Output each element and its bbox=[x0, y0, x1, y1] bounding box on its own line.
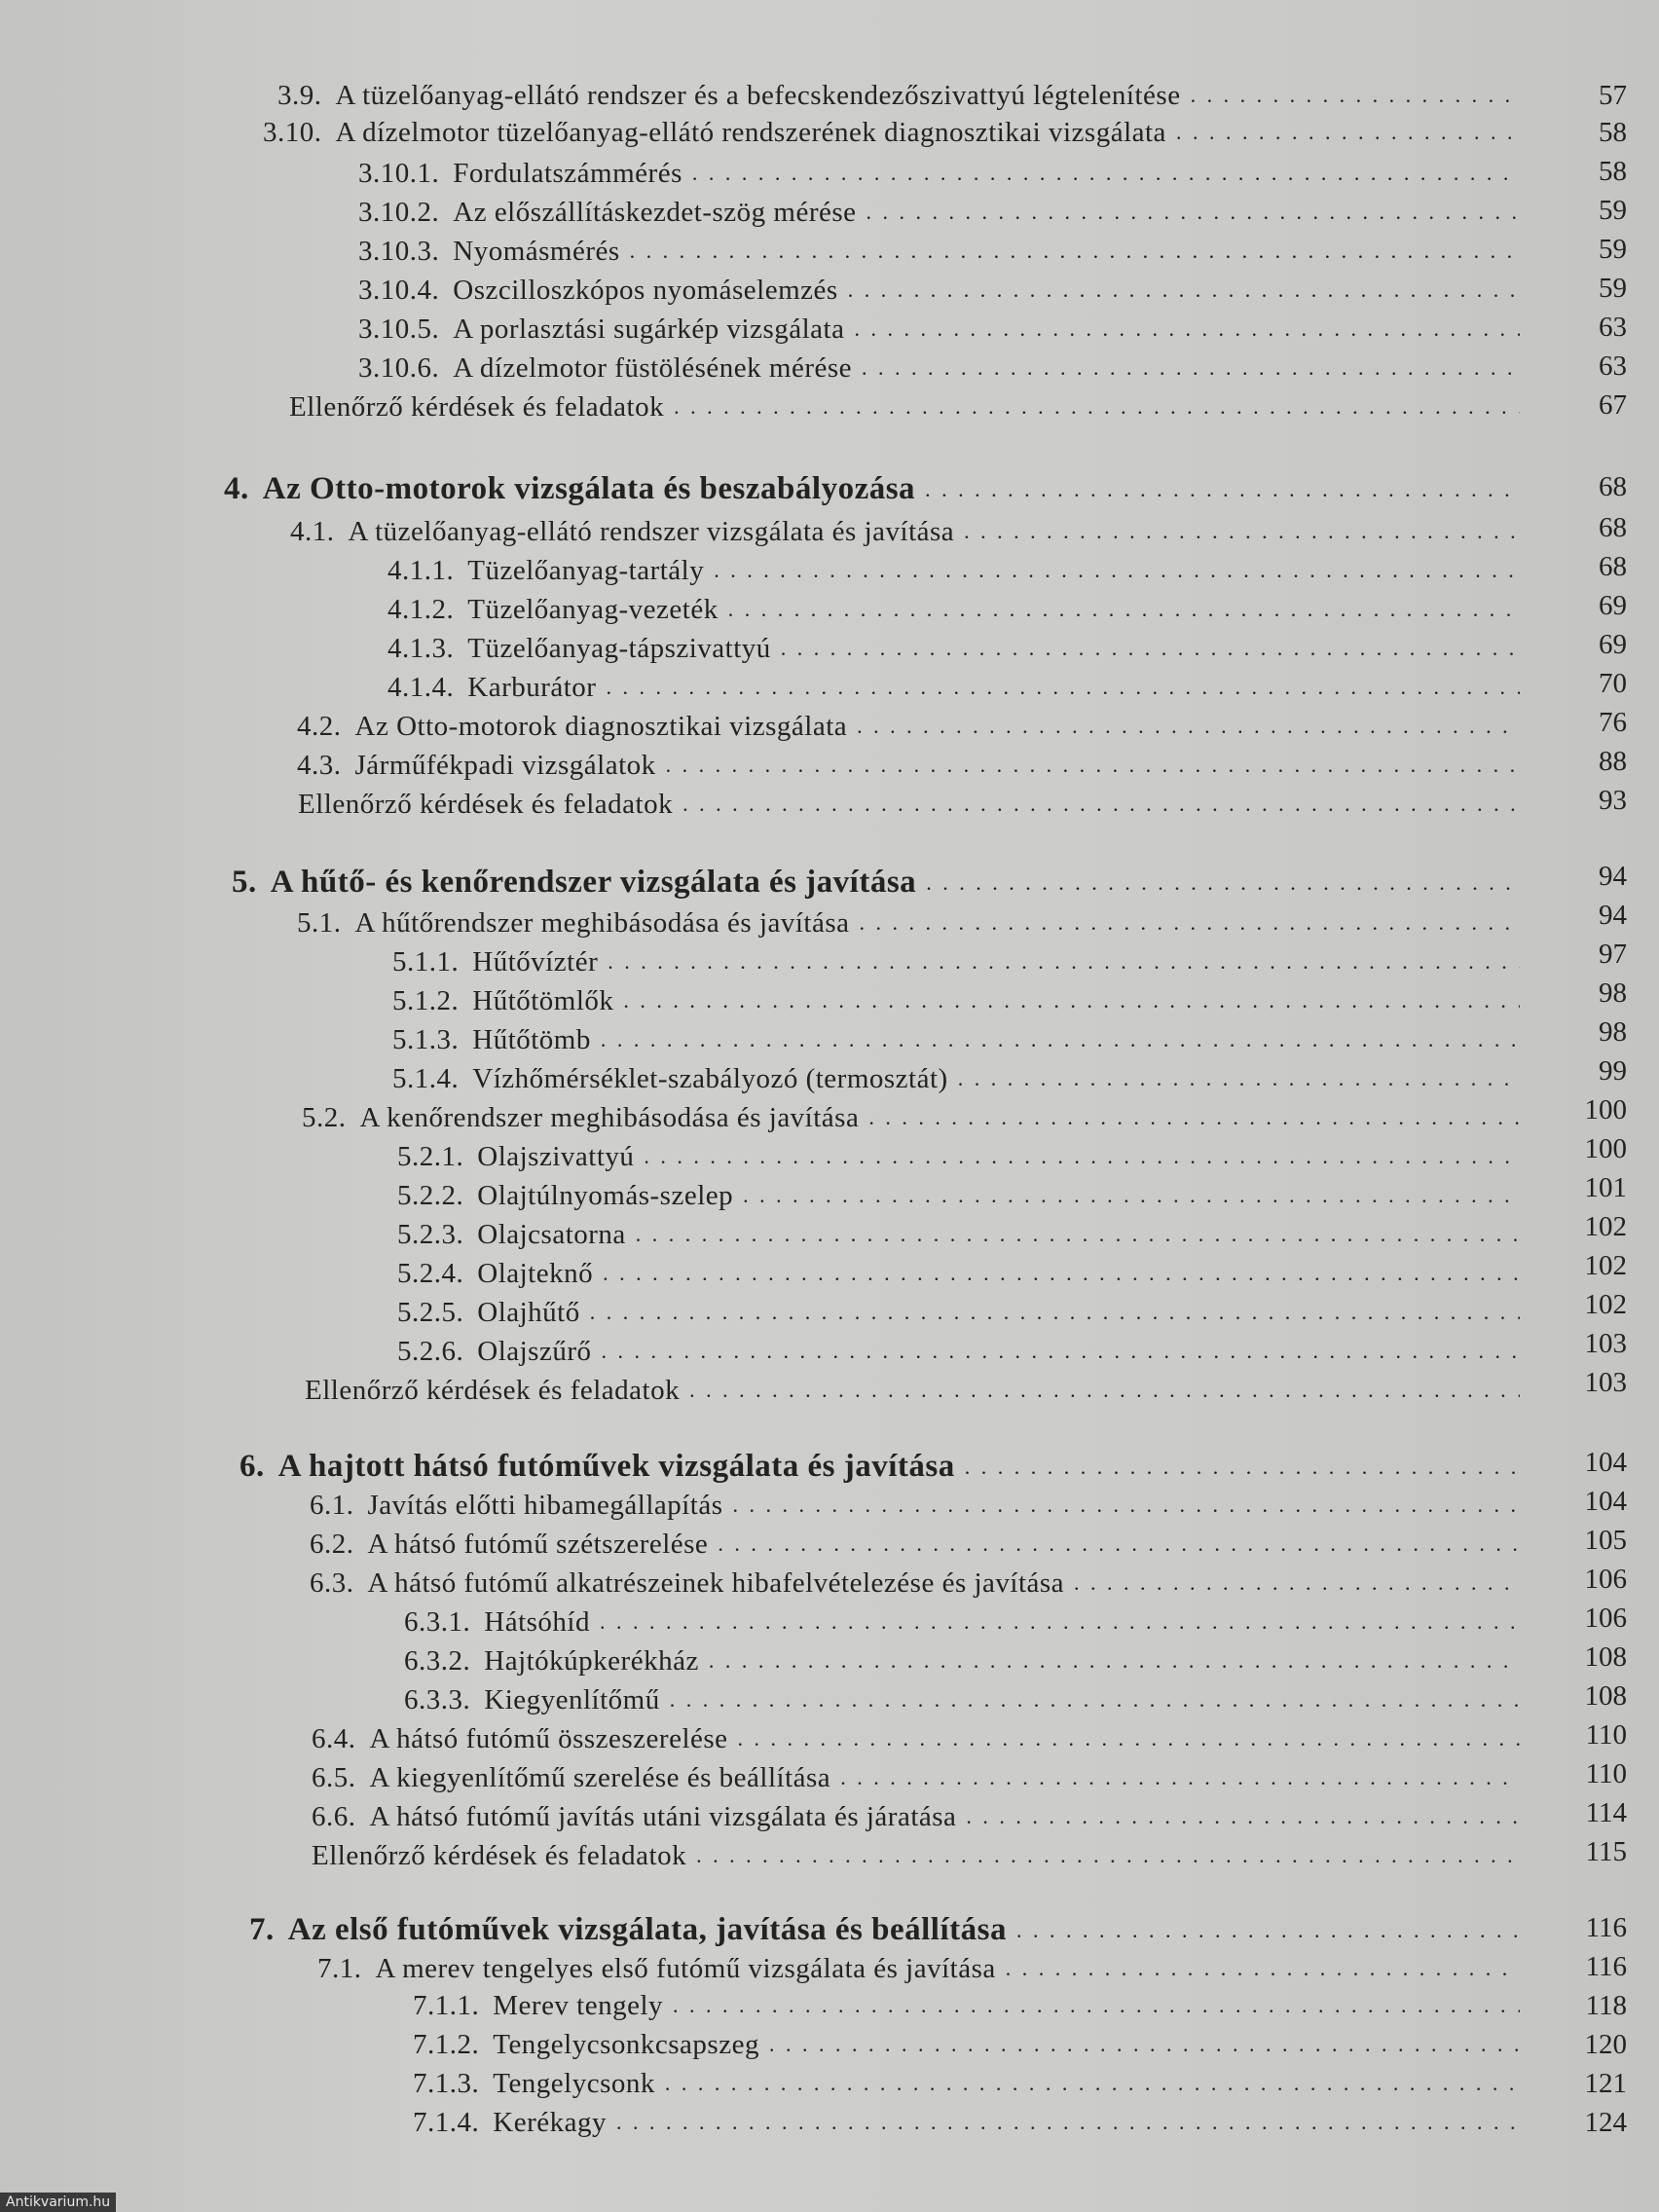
entry-page: 68 bbox=[1599, 471, 1627, 502]
toc-entry bbox=[397, 1219, 1530, 1251]
toc-entry-review bbox=[286, 789, 1530, 821]
entry-title: Javítás előtti hibamegállapítás bbox=[367, 1490, 723, 1521]
entry-number: 4.1.4. bbox=[387, 672, 455, 703]
leader-dots bbox=[674, 389, 1520, 418]
entry-page: 110 bbox=[1585, 1758, 1627, 1789]
entry-number: 5.2.3. bbox=[397, 1219, 464, 1250]
entry-number: 5.1.2. bbox=[392, 985, 460, 1016]
entry-title: Fordulatszámmérés bbox=[453, 158, 682, 189]
entry-page: 104 bbox=[1584, 1486, 1627, 1517]
toc-entry bbox=[358, 197, 1530, 229]
entry-page: 120 bbox=[1584, 2029, 1627, 2060]
entry-title: Olajszűrő bbox=[477, 1336, 592, 1367]
leader-dots bbox=[1191, 78, 1520, 106]
entry-page: 106 bbox=[1584, 1564, 1627, 1595]
entry-number: 3.10.1. bbox=[358, 158, 440, 189]
leader-dots bbox=[781, 631, 1520, 659]
entry-number: 3.10. bbox=[263, 117, 322, 148]
entry-number: 6.6. bbox=[312, 1801, 356, 1832]
toc-entry bbox=[387, 594, 1530, 626]
entry-number: 7.1.2. bbox=[413, 2029, 480, 2060]
entry-page: 98 bbox=[1599, 977, 1627, 1009]
toc-entry bbox=[310, 1529, 1530, 1561]
leader-dots bbox=[860, 905, 1520, 934]
toc-entry bbox=[397, 1336, 1530, 1368]
toc-chapter bbox=[224, 471, 1530, 507]
toc-chapter bbox=[240, 1449, 1530, 1485]
entry-number: 6.1. bbox=[310, 1490, 354, 1521]
leader-dots bbox=[848, 273, 1520, 301]
entry-title: A hűtőrendszer meghibásodása és javítása bbox=[354, 907, 850, 939]
entry-title: A dízelmotor tüzelőanyag-ellátó rendszerének diagnosztikai vizsgálata bbox=[335, 117, 1166, 148]
leader-dots bbox=[1006, 1951, 1520, 1979]
toc-entry bbox=[310, 1490, 1530, 1522]
entry-title: Tengelycsonkcsapszeg bbox=[493, 2029, 759, 2060]
entry-number: 3.10.4. bbox=[358, 275, 440, 306]
leader-dots bbox=[738, 1721, 1520, 1750]
leader-dots bbox=[840, 1760, 1520, 1788]
toc-chapter bbox=[249, 1912, 1530, 1948]
entry-number: 3.10.6. bbox=[358, 352, 440, 384]
leader-dots bbox=[855, 312, 1521, 340]
entry-title: A tüzelőanyag-ellátó rendszer és a befecskendezőszivattyú légtelenítése bbox=[335, 80, 1181, 111]
entry-page: 93 bbox=[1599, 785, 1627, 816]
toc-entry bbox=[397, 1297, 1530, 1329]
entry-number: 7.1.4. bbox=[413, 2107, 480, 2138]
entry-number: 5.2.4. bbox=[397, 1258, 464, 1289]
entry-number: 5.1. bbox=[297, 907, 342, 939]
entry-page: 63 bbox=[1599, 350, 1627, 382]
entry-title: Olajhűtő bbox=[477, 1297, 580, 1328]
entry-title: A kiegyenlítőmű szerelése és beállítása bbox=[369, 1762, 831, 1793]
leader-dots bbox=[600, 1604, 1520, 1633]
entry-number: 5.1.4. bbox=[392, 1063, 460, 1094]
leader-dots bbox=[769, 2027, 1520, 2055]
leader-dots bbox=[673, 1988, 1520, 2016]
toc-entry bbox=[297, 750, 1530, 782]
entry-page: 100 bbox=[1584, 1094, 1627, 1125]
entry-page: 108 bbox=[1584, 1680, 1627, 1712]
entry-page: 103 bbox=[1584, 1328, 1627, 1359]
leader-dots bbox=[862, 350, 1520, 379]
entry-title: Hűtőtömlők bbox=[472, 985, 614, 1016]
toc-entry bbox=[358, 313, 1530, 346]
entry-number: 7.1.1. bbox=[413, 1990, 480, 2021]
entry-number: 5.2.1. bbox=[397, 1141, 464, 1172]
leader-dots bbox=[958, 1061, 1520, 1089]
entry-page: 59 bbox=[1599, 273, 1627, 304]
entry-title: Olajcsatorna bbox=[477, 1219, 626, 1250]
toc-entry bbox=[413, 2029, 1530, 2061]
entry-page: 105 bbox=[1584, 1525, 1627, 1556]
entry-number: 6.3.2. bbox=[404, 1645, 471, 1677]
entry-number: 4.1.2. bbox=[387, 594, 455, 625]
entry-title: Tüzelőanyag-tartály bbox=[467, 555, 705, 586]
entry-number: 3.9. bbox=[277, 80, 322, 111]
toc-entry bbox=[392, 1024, 1530, 1056]
entry-title: Olajtúlnyomás-szelep bbox=[477, 1180, 734, 1211]
entry-title: Karburátor bbox=[467, 672, 597, 703]
leader-dots bbox=[636, 1217, 1520, 1245]
entry-page: 70 bbox=[1599, 668, 1627, 699]
toc-entry bbox=[358, 352, 1530, 385]
toc-entry bbox=[297, 907, 1530, 940]
entry-number: 6. bbox=[240, 1449, 265, 1484]
toc-entry bbox=[397, 1258, 1530, 1290]
leader-dots bbox=[925, 472, 1520, 500]
toc-entry bbox=[312, 1723, 1530, 1755]
leader-dots bbox=[966, 1799, 1520, 1827]
entry-title: A merev tengelyes első futómű vizsgálata és javítása bbox=[375, 1953, 996, 1984]
entry-page: 58 bbox=[1599, 117, 1627, 148]
entry-number: 6.5. bbox=[312, 1762, 356, 1793]
entry-number: 4.1.1. bbox=[387, 555, 455, 586]
leader-dots bbox=[743, 1178, 1520, 1206]
entry-page: 116 bbox=[1585, 1951, 1627, 1982]
toc-entry bbox=[404, 1645, 1530, 1677]
entry-page: 59 bbox=[1599, 234, 1627, 265]
toc-entry bbox=[392, 985, 1530, 1017]
toc-entry bbox=[297, 711, 1530, 743]
entry-title: Hűtőtömb bbox=[472, 1024, 591, 1055]
entry-page: 68 bbox=[1599, 551, 1627, 582]
entry-number: 4.1. bbox=[290, 516, 335, 547]
entry-page: 115 bbox=[1585, 1836, 1627, 1867]
leader-dots bbox=[728, 592, 1520, 620]
entry-title: A tüzelőanyag-ellátó rendszer vizsgálata és javítása bbox=[348, 516, 955, 547]
entry-page: 63 bbox=[1599, 312, 1627, 343]
entry-title: A dízelmotor füstölésének mérése bbox=[453, 352, 853, 384]
leader-dots bbox=[682, 787, 1520, 815]
entry-page: 108 bbox=[1584, 1641, 1627, 1673]
entry-page: 124 bbox=[1584, 2107, 1627, 2138]
entry-title: Merev tengely bbox=[493, 1990, 664, 2021]
entry-number: 6.4. bbox=[312, 1723, 356, 1754]
leader-dots bbox=[616, 2105, 1520, 2133]
entry-title: Hajtókúpkerékház bbox=[484, 1645, 699, 1677]
toc-entry bbox=[397, 1180, 1530, 1212]
leader-dots bbox=[590, 1295, 1520, 1323]
toc-entry bbox=[397, 1141, 1530, 1173]
leader-dots bbox=[718, 1527, 1520, 1555]
entry-number: 5.2.5. bbox=[397, 1297, 464, 1328]
entry-page: 99 bbox=[1599, 1055, 1627, 1087]
toc-entry-review bbox=[277, 391, 1530, 424]
entry-title: Tüzelőanyag-vezeték bbox=[467, 594, 719, 625]
entry-page: 76 bbox=[1599, 707, 1627, 738]
leader-dots bbox=[666, 748, 1520, 776]
leader-dots bbox=[964, 514, 1520, 542]
toc-chapter bbox=[232, 865, 1530, 901]
toc-entry bbox=[387, 555, 1530, 587]
leader-dots bbox=[1016, 1913, 1520, 1941]
leader-dots bbox=[733, 1488, 1520, 1516]
entry-number: 6.3.3. bbox=[404, 1684, 471, 1715]
entry-page: 102 bbox=[1584, 1250, 1627, 1281]
leader-dots bbox=[692, 156, 1520, 184]
leader-dots bbox=[603, 1256, 1520, 1284]
leader-dots bbox=[606, 670, 1520, 698]
entry-title: A hajtott hátsó futóművek vizsgálata és javítása bbox=[277, 1449, 955, 1484]
toc-entry bbox=[404, 1684, 1530, 1716]
toc-entry bbox=[392, 946, 1530, 978]
entry-title: A hátsó futómű szétszerelése bbox=[367, 1529, 709, 1560]
entry-page: 59 bbox=[1599, 195, 1627, 226]
entry-page: 69 bbox=[1599, 590, 1627, 621]
toc-entry bbox=[277, 80, 1530, 112]
toc-entry bbox=[404, 1606, 1530, 1639]
leader-dots bbox=[714, 553, 1520, 581]
leader-dots bbox=[926, 866, 1520, 894]
entry-number: 7.1. bbox=[317, 1953, 362, 1984]
leader-dots bbox=[608, 944, 1520, 973]
entry-title: Ellenőrző kérdések és feladatok bbox=[305, 1375, 681, 1406]
entry-page: 98 bbox=[1599, 1016, 1627, 1048]
toc-entry bbox=[413, 2068, 1530, 2100]
entry-title: Ellenőrző kérdések és feladatok bbox=[289, 391, 665, 423]
entry-page: 68 bbox=[1599, 512, 1627, 543]
leader-dots bbox=[630, 234, 1520, 262]
leader-dots bbox=[868, 1100, 1520, 1128]
entry-title: Tengelycsonk bbox=[493, 2068, 655, 2099]
entry-title: A hátsó futómű javítás utáni vizsgálata és járatása bbox=[369, 1801, 957, 1832]
entry-title: Az előszállításkezdet-szög mérése bbox=[453, 197, 857, 228]
toc-entry bbox=[358, 236, 1530, 268]
toc-entry bbox=[263, 117, 1530, 149]
entry-title: Az első futóművek vizsgálata, javítása és beállítása bbox=[287, 1912, 1007, 1947]
entry-number: 7. bbox=[249, 1912, 275, 1947]
entry-page: 102 bbox=[1584, 1289, 1627, 1320]
entry-title: Kerékagy bbox=[493, 2107, 607, 2138]
leader-dots bbox=[709, 1643, 1520, 1672]
entry-number: 7.1.3. bbox=[413, 2068, 480, 2099]
leader-dots bbox=[1176, 115, 1520, 143]
entry-page: 94 bbox=[1599, 861, 1627, 892]
entry-title: A hátsó futómű összeszerelése bbox=[369, 1723, 728, 1754]
entry-page: 97 bbox=[1599, 939, 1627, 970]
entry-number: 5.1.1. bbox=[392, 946, 460, 977]
entry-page: 101 bbox=[1584, 1172, 1627, 1203]
entry-number: 4.1.3. bbox=[387, 633, 455, 664]
leader-dots bbox=[1074, 1566, 1520, 1594]
toc-entry bbox=[317, 1953, 1530, 1985]
entry-title: Hátsóhíd bbox=[484, 1606, 590, 1638]
entry-page: 58 bbox=[1599, 156, 1627, 187]
entry-title: A hátsó futómű alkatrészeinek hibafelvételezése és javítása bbox=[367, 1567, 1065, 1599]
entry-number: 5.1.3. bbox=[392, 1024, 460, 1055]
entry-title: Az Otto-motorok diagnosztikai vizsgálata bbox=[354, 711, 848, 742]
entry-page: 110 bbox=[1585, 1719, 1627, 1751]
leader-dots bbox=[644, 1139, 1520, 1167]
toc-entry bbox=[310, 1567, 1530, 1600]
toc-entry bbox=[387, 633, 1530, 665]
toc-entry bbox=[358, 275, 1530, 307]
entry-number: 6.3. bbox=[310, 1567, 354, 1599]
entry-page: 121 bbox=[1584, 2068, 1627, 2099]
entry-page: 103 bbox=[1584, 1367, 1627, 1398]
leader-dots bbox=[965, 1450, 1520, 1478]
entry-title: Olajteknő bbox=[477, 1258, 594, 1289]
entry-title: Ellenőrző kérdések és feladatok bbox=[298, 789, 674, 820]
entry-number: 3.10.5. bbox=[358, 313, 440, 345]
entry-page: 116 bbox=[1585, 1912, 1627, 1943]
entry-number: 3.10.2. bbox=[358, 197, 440, 228]
leader-dots bbox=[857, 709, 1520, 737]
leader-dots bbox=[665, 2066, 1520, 2094]
entry-page: 106 bbox=[1584, 1603, 1627, 1634]
toc-entry bbox=[302, 1102, 1530, 1134]
toc-entry bbox=[312, 1762, 1530, 1794]
entry-page: 88 bbox=[1599, 746, 1627, 777]
toc-entry bbox=[413, 1990, 1530, 2022]
leader-dots bbox=[689, 1373, 1520, 1401]
entry-number: 3.10.3. bbox=[358, 236, 440, 267]
entry-number: 5. bbox=[232, 865, 257, 900]
entry-title: Vízhőmérséklet-szabályozó (termosztát) bbox=[472, 1063, 948, 1094]
entry-title: Oszcilloszkópos nyomáselemzés bbox=[453, 275, 838, 306]
entry-title: Kiegyenlítőmű bbox=[484, 1684, 660, 1715]
entry-title: Olajszivattyú bbox=[477, 1141, 635, 1172]
entry-number: 5.2.6. bbox=[397, 1336, 464, 1367]
toc-entry bbox=[290, 516, 1530, 548]
toc-entry bbox=[413, 2107, 1530, 2139]
entry-number: 6.2. bbox=[310, 1529, 354, 1560]
entry-title: Nyomásmérés bbox=[453, 236, 620, 267]
entry-number: 5.2.2. bbox=[397, 1180, 464, 1211]
entry-page: 69 bbox=[1599, 629, 1627, 660]
entry-title: A hűtő- és kenőrendszer vizsgálata és javítása bbox=[270, 865, 917, 900]
entry-page: 118 bbox=[1585, 1990, 1627, 2021]
toc-entry bbox=[358, 158, 1530, 190]
toc-entry-review bbox=[300, 1840, 1530, 1872]
entry-page: 104 bbox=[1584, 1447, 1627, 1478]
toc-entry-review bbox=[293, 1375, 1530, 1407]
entry-page: 94 bbox=[1599, 900, 1627, 931]
leader-dots bbox=[623, 983, 1520, 1012]
entry-page: 102 bbox=[1584, 1211, 1627, 1242]
leader-dots bbox=[866, 195, 1520, 223]
entry-title: Hűtővíztér bbox=[472, 946, 599, 977]
entry-title: Ellenőrző kérdések és feladatok bbox=[312, 1840, 687, 1871]
entry-title: A kenőrendszer meghibásodása és javítása bbox=[359, 1102, 860, 1133]
leader-dots bbox=[601, 1022, 1520, 1051]
entry-number: 4. bbox=[224, 471, 249, 506]
entry-number: 4.2. bbox=[297, 711, 342, 742]
entry-title: A porlasztási sugárkép vizsgálata bbox=[453, 313, 845, 345]
entry-page: 67 bbox=[1599, 389, 1627, 421]
leader-dots bbox=[670, 1682, 1520, 1711]
toc-entry bbox=[392, 1063, 1530, 1095]
toc-entry bbox=[387, 672, 1530, 704]
entry-title: Tüzelőanyag-tápszivattyú bbox=[467, 633, 771, 664]
entry-page: 100 bbox=[1584, 1133, 1627, 1164]
entry-number: 6.3.1. bbox=[404, 1606, 471, 1638]
toc-entry bbox=[312, 1801, 1530, 1833]
entry-page: 57 bbox=[1599, 80, 1627, 111]
leader-dots bbox=[696, 1838, 1520, 1866]
entry-title: Az Otto-motorok vizsgálata és beszabályozása bbox=[262, 471, 916, 506]
entry-page: 114 bbox=[1585, 1797, 1627, 1828]
entry-number: 4.3. bbox=[297, 750, 342, 781]
entry-title: Járműfékpadi vizsgálatok bbox=[354, 750, 656, 781]
watermark: Antikvarium.hu bbox=[0, 2193, 116, 2212]
leader-dots bbox=[602, 1334, 1521, 1362]
entry-number: 5.2. bbox=[302, 1102, 347, 1133]
